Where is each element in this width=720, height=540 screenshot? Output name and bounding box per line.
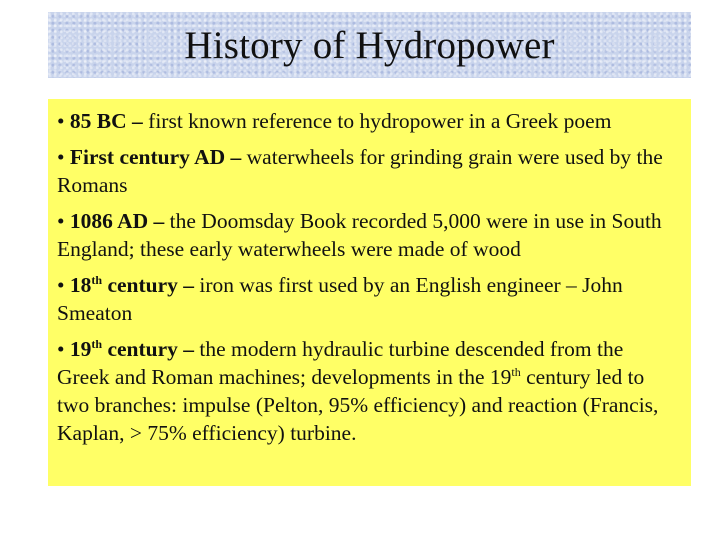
slide-title: History of Hydropower xyxy=(184,23,555,67)
bullet-1086ad: • 1086 AD – the Doomsday Book recorded 5,000 were in use in South England; these early waterwheels were made of wood xyxy=(57,209,662,261)
bullet-label: First century AD – xyxy=(69,145,247,169)
bullet-19th-century: • 19th century – the modern hydraulic turbine descended from the Greek and Roman machines; developments in the 19th century led to two branches: impulse (Pelton, 95% efficiency) and reaction (Francis, Kaplan, > 75% efficiency) turbine. xyxy=(57,336,659,445)
bullet-text: the Doomsday Book recorded 5,000 were in use in South England; these early waterwheels were made of wood xyxy=(57,209,662,261)
bullet-label: 1086 AD – xyxy=(69,209,170,233)
bullet-label: 85 BC – xyxy=(69,109,149,133)
bullet-label: 19th century – xyxy=(69,336,200,361)
bullet-text: the modern hydraulic turbine descended from the Greek and Roman machines; developments in the 19th century led to two branches: impulse (Pelton, 95% efficiency) and reaction (Francis, Kaplan, > 75% efficiency) turbine. xyxy=(57,337,659,445)
title-banner xyxy=(48,12,691,78)
content-panel xyxy=(48,99,691,486)
bullet-text: waterwheels for grinding grain were used by the Romans xyxy=(57,145,663,197)
bullet-first-century: • First century AD – waterwheels for grinding grain were used by the Romans xyxy=(57,145,663,197)
bullet-text: iron was first used by an English engineer – John Smeaton xyxy=(57,273,623,325)
bullet-label: 18th century – xyxy=(69,272,200,297)
bullet-text: first known reference to hydropower in a Greek poem xyxy=(148,109,612,133)
bullet-85bc: • 85 BC – first known reference to hydropower in a Greek poem xyxy=(57,109,612,133)
bullet-18th-century: • 18th century – iron was first used by an English engineer – John Smeaton xyxy=(57,272,623,325)
